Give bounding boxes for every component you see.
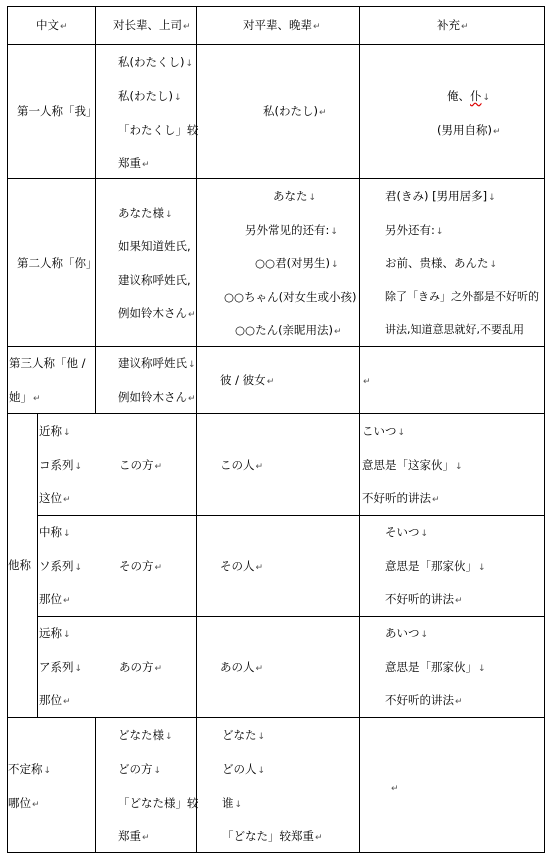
indefinite-note: ↵ [391,784,399,794]
indefinite-peer-line: 「どなた」较郑重↵ [222,829,323,843]
col-divider [359,6,360,853]
middle-sub-line: 中称↓ [39,525,71,539]
first-person-senior-line: 「わたくし」较 [118,123,199,137]
second-person-note-line: 除了「きみ」之外都是不好听的 [385,290,539,303]
near-note-line: こいつ↓ [362,424,406,438]
middle-note-line: 意思是「那家伙」↓ [385,559,486,573]
table-border-bottom [7,852,544,853]
table-border-right [544,6,545,853]
near-senior: この方↵ [119,458,163,472]
third-person-note: ↵ [363,377,371,387]
near-sub-line: 这位↵ [39,491,71,505]
far-note-line: あいつ↓ [385,626,429,640]
indefinite-senior-line: どの方↓ [118,762,162,776]
second-person-note-line: 另外还有:↓ [385,223,444,237]
demonstrative-group-label: 他称 [8,558,31,572]
row-divider [7,717,544,718]
far-note-line: 意思是「那家伙」↓ [385,660,486,674]
third-person-peer: 彼 / 彼女↵ [220,373,275,387]
near-note-line: 意思是「这家伙」↓ [362,458,463,472]
col-divider [37,413,38,717]
row-divider [37,616,544,617]
far-sub-line: 那位↵ [39,693,71,707]
header-notes: 补充↵ [437,18,469,32]
col-divider [95,6,96,413]
indefinite-label: 不定称↓ [8,762,52,776]
col-divider [95,717,96,853]
middle-note-line: 不好听的讲法↵ [385,592,463,606]
third-person-label: 她」↵ [9,390,41,404]
second-person-note-line: お前、贵様、あんた↓ [385,256,498,270]
far-sub-line: 远称↓ [39,626,71,640]
far-note-line: 不好听的讲法↵ [385,693,463,707]
table-border-top [7,6,544,7]
near-sub-line: コ系列↓ [39,458,83,472]
table-border-left [7,6,8,853]
first-person-label: 第一人称「我」 [17,104,98,118]
third-person-senior-line: 例如铃木さん↵ [118,390,196,404]
second-person-note-line: 君(きみ) [男用居多]↓ [385,189,496,203]
third-person-senior-line: 建议称呼姓氏↓ [118,356,196,370]
row-divider [7,178,544,179]
middle-note-line: そいつ↓ [385,525,429,539]
indefinite-senior-line: どなた様↓ [118,728,173,742]
second-person-peer-line: ○○君(对男生)↓ [255,256,339,270]
second-person-peer-line: あなた↓ [273,189,317,203]
far-peer: あの人↵ [220,660,264,674]
second-person-peer-line: 另外常见的还有:↓ [245,223,338,237]
middle-sub-line: ソ系列↓ [39,559,83,573]
second-person-senior-line: 如果知道姓氏, [118,239,191,253]
second-person-peer-line: ○○たん(亲昵用法)↵ [235,323,342,337]
row-divider [7,346,544,347]
first-person-senior-line: 私(わたし)↓ [118,89,182,103]
row-divider [7,413,544,414]
indefinite-senior-line: 郑重↵ [118,829,150,843]
far-senior: あの方↵ [119,660,163,674]
near-note-line: 不好听的讲法↵ [362,491,440,505]
third-person-label: 第三人称「他 / [9,356,86,370]
near-peer: この人↵ [220,458,264,472]
second-person-senior-line: 例如铃木さん↵ [118,306,196,320]
header-to-senior: 对长辈、上司↵ [113,18,191,32]
header-to-peer: 对平辈、晚辈↵ [243,18,321,32]
first-person-senior-line: 私(わたくし)↓ [118,55,194,69]
second-person-label: 第二人称「你」 [17,256,98,270]
header-chinese: 中文↵ [36,18,68,32]
indefinite-peer-line: 谁↓ [222,796,243,810]
first-person-note-line: (男用自称)↵ [437,123,501,137]
middle-senior: その方↵ [119,559,163,573]
indefinite-peer-line: どの人↓ [222,762,266,776]
indefinite-peer-line: どなた↓ [222,728,266,742]
second-person-peer-line: ○○ちゃん(对女生或小孩) [224,290,357,304]
second-person-senior-line: 建议称呼姓氏, [118,273,191,287]
second-person-senior-line: あなた様↓ [118,206,173,220]
indefinite-label: 哪位↵ [8,796,40,810]
middle-peer: その人↵ [220,559,264,573]
row-divider [7,44,544,45]
row-divider [37,515,544,516]
indefinite-senior-line: 「どなた様」较 [118,796,199,810]
second-person-note-line: 讲法,知道意思就好,不要乱用 [385,323,524,336]
first-person-peer: 私(わたし)↵ [263,104,327,118]
far-sub-line: ア系列↓ [39,660,83,674]
near-sub-line: 近称↓ [39,424,71,438]
first-person-note-line: 俺、仆↓ [447,89,491,103]
middle-sub-line: 那位↵ [39,592,71,606]
first-person-senior-line: 郑重↵ [118,156,150,170]
